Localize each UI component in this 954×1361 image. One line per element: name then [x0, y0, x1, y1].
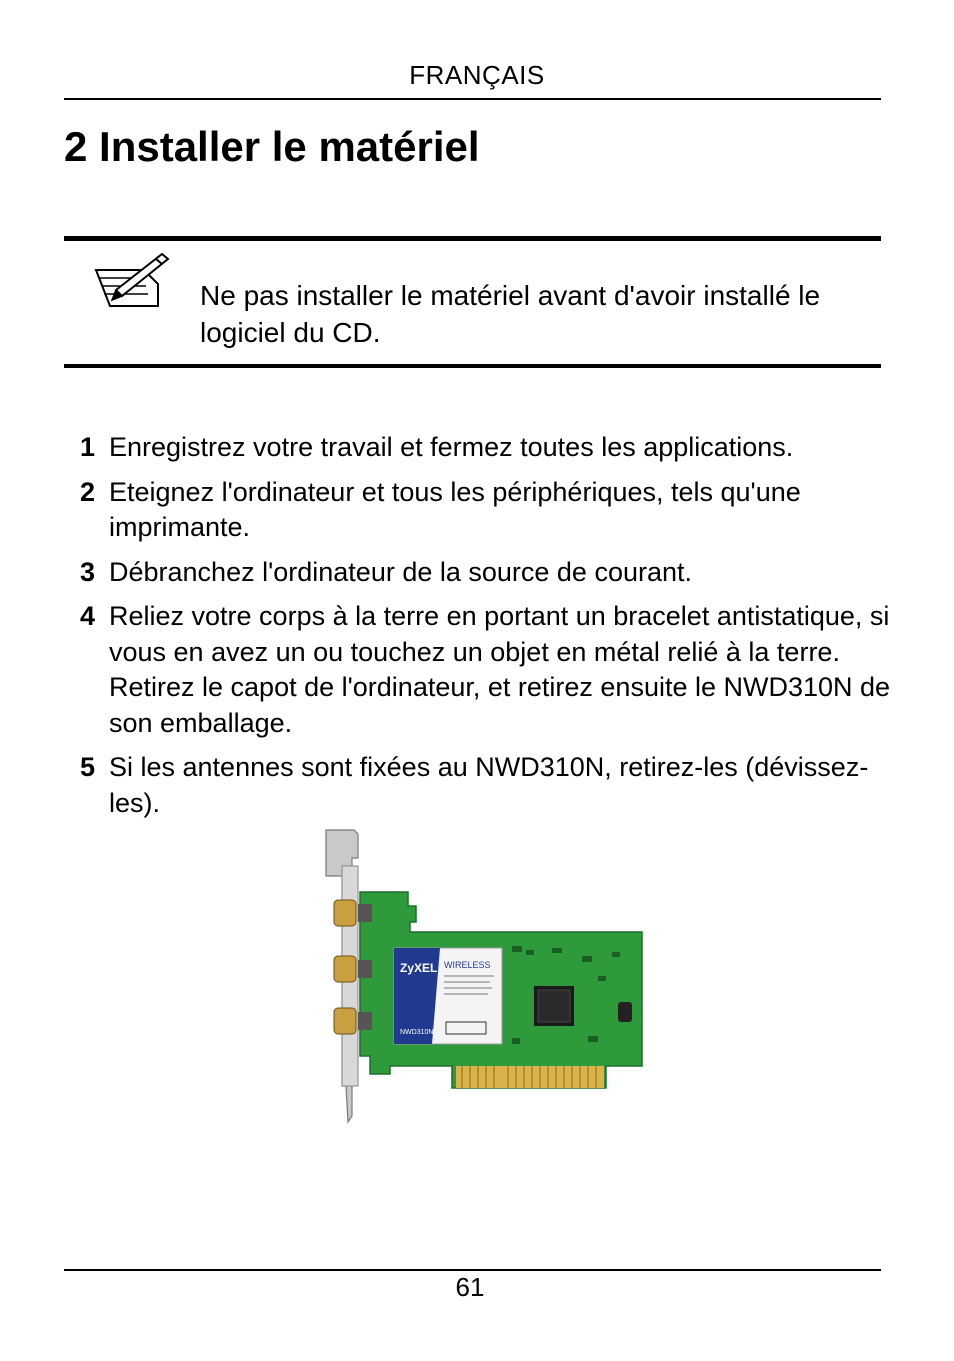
note-bottom-rule: [64, 364, 881, 368]
step-number: 4: [80, 601, 96, 631]
step-text: Eteignez l'ordinateur et tous les périphériques, tels qu'une imprimante.: [109, 476, 801, 542]
step-text: Débranchez l'ordinateur de la source de courant.: [109, 556, 693, 587]
page-number: 61: [455, 1272, 485, 1302]
step-item: [80, 555, 900, 591]
steps-list: [80, 430, 900, 830]
step-item: [80, 430, 900, 466]
step-item: [80, 475, 900, 546]
page-header-language: FRANÇAIS: [409, 60, 545, 90]
step-item: [80, 750, 900, 821]
step-item: [80, 599, 900, 741]
note-top-rule: [64, 236, 881, 241]
step-number: 5: [80, 752, 96, 782]
step-number: 1: [80, 432, 96, 462]
pci-wireless-card-image: [312, 826, 652, 1126]
header-rule: [64, 98, 881, 100]
page-title: 2 Installer le matériel: [64, 123, 480, 170]
step-number: 2: [80, 476, 96, 507]
pen-note-icon: [86, 250, 170, 310]
label-model-text: NWD310N: [400, 1029, 434, 1036]
step-text: Enregistrez votre travail et fermez toutes les applications.: [109, 432, 794, 462]
label-brand-text: ZyXEL: [400, 961, 438, 975]
step-number: 3: [80, 556, 96, 587]
step-text: Si les antennes sont fixées au NWD310N, retirez-les (dévissez-les).: [109, 752, 869, 818]
footer-rule: [64, 1269, 881, 1271]
step-text: Reliez votre corps à la terre en portant un bracelet antistatique, si vous en avez un ou touchez un objet en métal relié à la terre. Retirez le capot de l'ordinateur, et retirez ensuite le NWD310N de son emballage.: [109, 601, 891, 738]
note-text: Ne pas installer le matériel avant d'avoir installé le logiciel du CD.: [200, 280, 821, 348]
label-product-line-text: WIRELESS: [444, 960, 491, 970]
